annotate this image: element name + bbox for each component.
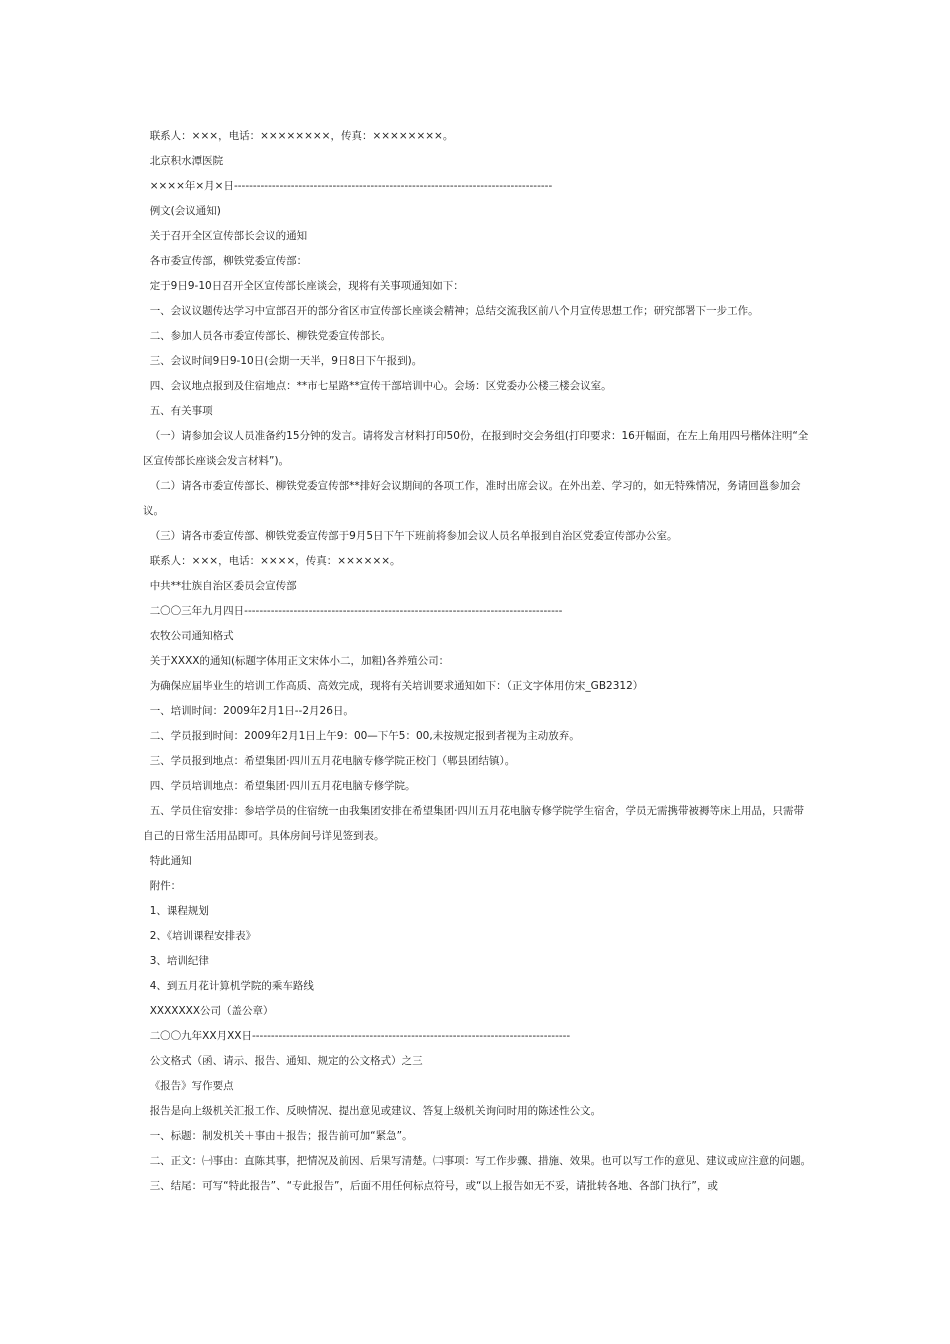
paragraph: 3、培训纪律	[143, 955, 209, 967]
paragraph: 联系人：×××，电话：××××，传真：××××××。	[143, 555, 401, 567]
paragraph: 一、培训时间：2009年2月1日--2月26日。	[143, 705, 354, 717]
paragraph: 各市委宣传部，柳铁党委宣传部：	[143, 255, 308, 267]
paragraph: 公文格式（函、请示、报告、通知、规定的公文格式）之三	[143, 1055, 423, 1067]
paragraph: 关于XXXX的通知(标题字体用正文宋体小二，加粗)各养殖公司：	[143, 655, 450, 667]
paragraph: 四、学员培训地点：希望集团·四川五月花电脑专修学院。	[143, 780, 416, 792]
paragraph: 例文(会议通知)	[143, 205, 221, 217]
paragraph: ××××年×月×日------------------------------------------------------------------------------------	[143, 180, 553, 192]
paragraph: 报告是向上级机关汇报工作、反映情况、提出意见或建议、答复上级机关询问时用的陈述性公文。	[143, 1105, 602, 1117]
paragraph: 五、学员住宿安排：参培学员的住宿统一由我集团安排在希望集团·四川五月花电脑专修学院学生宿舍，学员无需携带被褥等床上用品，只需带自己的日常生活用品即可。具体房间号详见签到表。	[143, 805, 805, 842]
paragraph: 五、有关事项	[143, 405, 213, 417]
paragraph: 二、参加人员各市委宣传部长、柳铁党委宣传部长。	[143, 330, 392, 342]
paragraph: 2、《培训课程安排表》	[143, 930, 257, 942]
paragraph: （二）请各市委宣传部长、柳铁党委宣传部**排好会议期间的各项工作，准时出席会议。在外出差、学习的，如无特殊情况，务请回邕参加会议。	[143, 480, 801, 517]
paragraph: XXXXXXX公司（盖公章）	[143, 1005, 274, 1017]
paragraph: 《报告》写作要点	[143, 1080, 234, 1092]
document-body	[143, 124, 813, 1199]
paragraph: 二、学员报到时间：2009年2月1日上午9：00—下午5：00,未按规定报到者视为主动放弃。	[143, 730, 580, 742]
paragraph: 三、结尾：可写“特此报告”、“专此报告”，后面不用任何标点符号，或“以上报告如无不妥，请批转各地、各部门执行”，或	[143, 1180, 718, 1192]
paragraph: 三、会议时间9日9-10日(会期一天半，9日8日下午报到)。	[143, 355, 423, 367]
paragraph: 二〇〇三年九月四日------------------------------------------------------------------------------------	[143, 605, 563, 617]
paragraph: 附件：	[143, 880, 182, 892]
paragraph: 4、到五月花计算机学院的乘车路线	[143, 980, 314, 992]
paragraph: 定于9日9-10日召开全区宣传部长座谈会，现将有关事项通知如下：	[143, 280, 464, 292]
paragraph: 中共**壮族自治区委员会宣传部	[143, 580, 297, 592]
paragraph: 农牧公司通知格式	[143, 630, 234, 642]
paragraph: （三）请各市委宣传部、柳铁党委宣传部于9月5日下午下班前将参加会议人员名单报到自治区党委宣传部办公室。	[143, 530, 678, 542]
paragraph: 四、会议地点报到及住宿地点：**市七星路**宣传干部培训中心。会场：区党委办公楼三楼会议室。	[143, 380, 612, 392]
paragraph: 关于召开全区宣传部长会议的通知	[143, 230, 308, 242]
paragraph: 一、标题：制发机关＋事由＋报告；报告前可加“紧急”。	[143, 1130, 413, 1142]
paragraph: （一）请参加会议人员准备约15分钟的发言。请将发言材料打印50份，在报到时交会务组(打印要求：16开幅面，在左上角用四号楷体注明“全区宣传部长座谈会发言材料”)。	[143, 430, 809, 467]
paragraph: 1、课程规划	[143, 905, 209, 917]
paragraph: 北京积水潭医院	[143, 155, 224, 167]
paragraph: 二〇〇九年XX月XX日------------------------------------------------------------------------------------	[143, 1030, 571, 1042]
paragraph: 为确保应届毕业生的培训工作高质、高效完成，现将有关培训要求通知如下：（正文字体用仿宋_GB2312）	[143, 680, 644, 692]
paragraph: 特此通知	[143, 855, 192, 867]
paragraph: 联系人：×××，电话：××××××××，传真：××××××××。	[143, 130, 454, 142]
paragraph: 一、会议议题传达学习中宣部召开的部分省区市宣传部长座谈会精神；总结交流我区前八个月宣传思想工作；研究部署下一步工作。	[143, 305, 759, 317]
paragraph: 三、学员报到地点：希望集团·四川五月花电脑专修学院正校门（郫县团结镇）。	[143, 755, 516, 767]
paragraph: 二、正文：㈠事由：直陈其事，把情况及前因、后果写清楚。㈡事项：写工作步骤、措施、效果。也可以写工作的意见、建议或应注意的问题。	[143, 1155, 812, 1167]
